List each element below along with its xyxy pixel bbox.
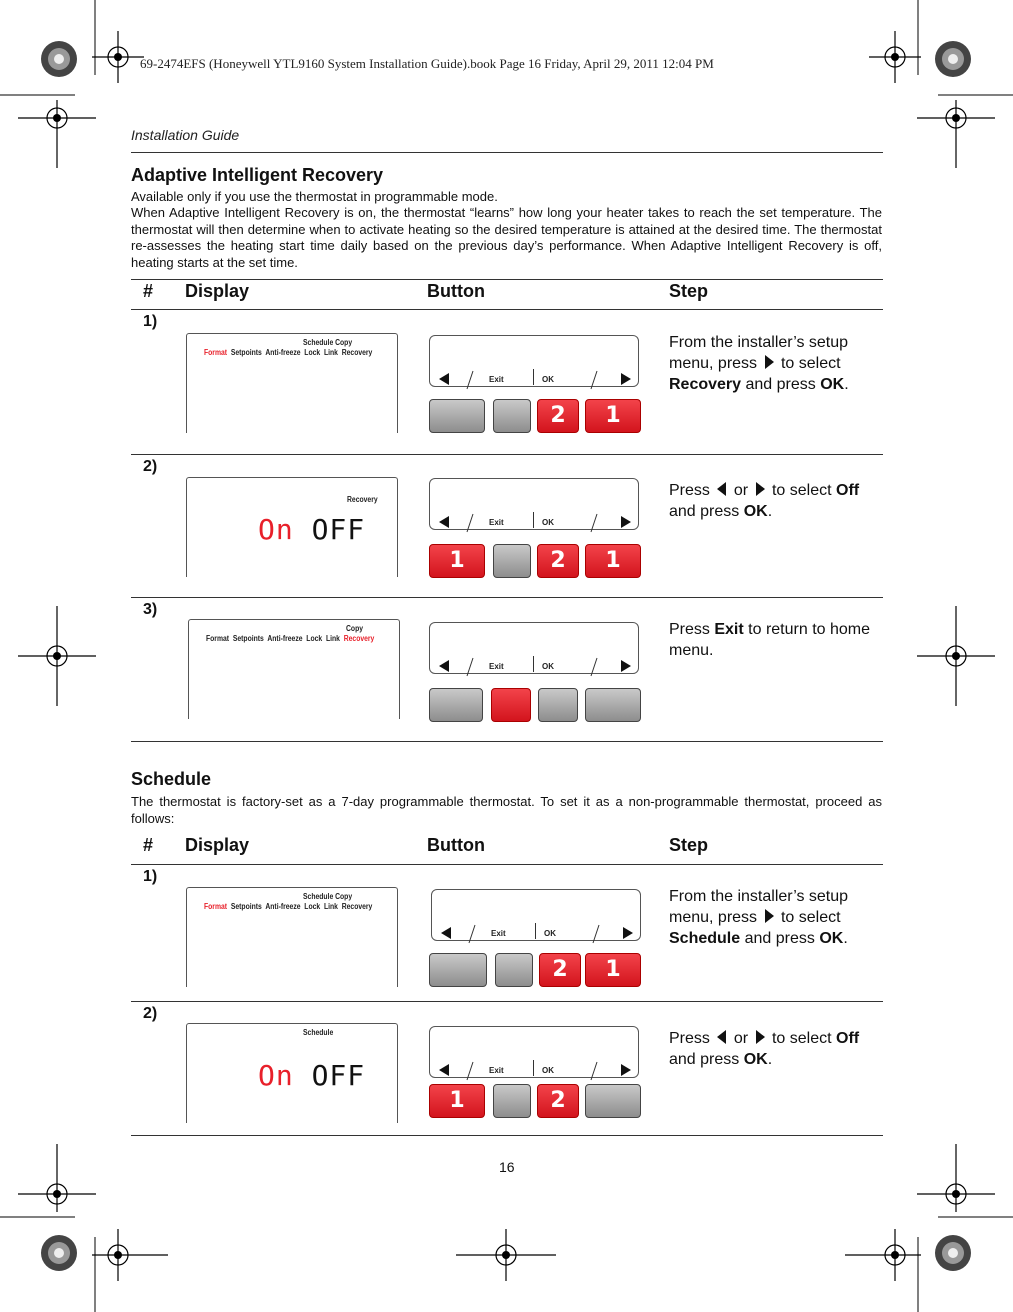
row-rule bbox=[131, 454, 883, 455]
exit-label: Exit bbox=[489, 662, 504, 671]
hw-button-3[interactable]: 2 bbox=[539, 953, 581, 987]
button-panel bbox=[427, 622, 643, 722]
col-step: Step bbox=[669, 281, 709, 301]
ok-label: OK bbox=[542, 662, 554, 671]
exit-label: Exit bbox=[489, 1066, 504, 1075]
row-rule bbox=[131, 1001, 883, 1002]
col-display: Display bbox=[185, 835, 250, 855]
step-text: Press or to select Off and press OK. bbox=[669, 1030, 860, 1068]
row-number: 2) bbox=[143, 458, 158, 475]
hw-button-2[interactable] bbox=[493, 1084, 531, 1118]
right-arrow-icon bbox=[765, 909, 774, 923]
table2-header-rule bbox=[131, 864, 883, 865]
recovery-intro-2: When Adaptive Intelligent Recovery is on, the thermostat “learns” how long your heater takes to reach the set temperature. The thermostat will then determine when to activate heating so the desired temperature is attained at the desired time. The thermostat re-assesses the heating start time daily based on the previous day’s performance. When Adaptive Intelligent Recovery is off, heating starts at the set time. bbox=[131, 205, 882, 270]
table1-header-rule bbox=[131, 309, 883, 310]
step-text: Press or to select Off and press OK. bbox=[669, 482, 860, 520]
hw-button-4[interactable] bbox=[585, 688, 641, 722]
lcd-top-menu: Copy bbox=[346, 624, 363, 633]
button-panel bbox=[427, 335, 643, 435]
section-title-recovery: Adaptive Intelligent Recovery bbox=[131, 165, 384, 185]
header-rule bbox=[131, 152, 883, 153]
button-panel bbox=[427, 478, 643, 578]
step-text: From the installer’s setup menu, press to select Schedule and press OK. bbox=[669, 888, 849, 947]
col-num: # bbox=[143, 281, 154, 301]
hw-button-1[interactable]: 1 bbox=[429, 544, 485, 578]
lcd-menu: Format Setpoints Anti-freeze Lock Link Recovery bbox=[204, 902, 373, 911]
lcd-on-off: On OFF bbox=[258, 513, 366, 546]
hw-button-1[interactable] bbox=[429, 953, 487, 987]
button-panel bbox=[429, 889, 645, 989]
col-step: Step bbox=[669, 835, 709, 855]
row-number: 1) bbox=[143, 868, 158, 885]
hw-button-3[interactable]: 2 bbox=[537, 399, 579, 433]
lcd-top-menu: Schedule bbox=[303, 1028, 334, 1037]
lcd-on-off: On OFF bbox=[258, 1059, 366, 1092]
book-header-line: 69-2474EFS (Honeywell YTL9160 System Installation Guide).book Page 16 Friday, April 29, 2011 12:04 PM bbox=[140, 56, 714, 71]
left-arrow-icon bbox=[717, 1030, 726, 1044]
exit-label: Exit bbox=[489, 375, 504, 384]
col-button: Button bbox=[427, 835, 485, 855]
exit-label: Exit bbox=[491, 929, 506, 938]
lcd-display bbox=[186, 333, 398, 433]
ok-label: OK bbox=[544, 929, 556, 938]
hw-button-4[interactable]: 1 bbox=[585, 544, 641, 578]
running-head: Installation Guide bbox=[131, 127, 240, 143]
hw-button-3[interactable]: 2 bbox=[537, 1084, 579, 1118]
row-number: 1) bbox=[143, 313, 158, 330]
right-arrow-icon bbox=[765, 355, 774, 369]
lcd-top-menu: Schedule Copy bbox=[303, 892, 353, 901]
page-number: 16 bbox=[499, 1159, 515, 1175]
hw-button-4[interactable] bbox=[585, 1084, 641, 1118]
lcd-menu: Format Setpoints Anti-freeze Lock Link Recovery bbox=[204, 348, 373, 357]
table1-top-rule bbox=[131, 279, 883, 280]
hw-button-3[interactable]: 2 bbox=[537, 544, 579, 578]
left-arrow-icon bbox=[717, 482, 726, 496]
lcd-menu: Format Setpoints Anti-freeze Lock Link Recovery bbox=[206, 634, 375, 643]
col-display: Display bbox=[185, 281, 250, 301]
step-text: From the installer’s setup menu, press to select Recovery and press OK. bbox=[669, 334, 849, 393]
hw-button-2[interactable] bbox=[491, 688, 531, 722]
recovery-intro-1: Available only if you use the thermostat in programmable mode. bbox=[131, 189, 498, 204]
hw-button-1[interactable]: 1 bbox=[429, 1084, 485, 1118]
ok-label: OK bbox=[542, 1066, 554, 1075]
lcd-display bbox=[186, 887, 398, 987]
lcd-top-menu: Schedule Copy bbox=[303, 338, 353, 347]
col-num: # bbox=[143, 835, 154, 855]
hw-button-4[interactable]: 1 bbox=[585, 399, 641, 433]
section-title-schedule: Schedule bbox=[131, 769, 212, 789]
button-panel bbox=[427, 1026, 643, 1126]
table2-bottom-rule bbox=[131, 1135, 883, 1136]
row-number: 3) bbox=[143, 601, 158, 618]
lcd-top-menu: Recovery bbox=[347, 495, 378, 504]
row-number: 2) bbox=[143, 1005, 158, 1022]
hw-button-2[interactable] bbox=[493, 399, 531, 433]
hw-button-4[interactable]: 1 bbox=[585, 953, 641, 987]
ok-label: OK bbox=[542, 518, 554, 527]
col-button: Button bbox=[427, 281, 485, 301]
exit-label: Exit bbox=[489, 518, 504, 527]
right-arrow-icon bbox=[756, 1030, 765, 1044]
hw-button-2[interactable] bbox=[495, 953, 533, 987]
lcd-display bbox=[186, 1023, 398, 1123]
row-rule bbox=[131, 597, 883, 598]
hw-button-1[interactable] bbox=[429, 688, 483, 722]
hw-button-1[interactable] bbox=[429, 399, 485, 433]
right-arrow-icon bbox=[756, 482, 765, 496]
lcd-display bbox=[188, 619, 400, 719]
schedule-intro: The thermostat is factory-set as a 7-day programmable thermostat. To set it as a non-programmable thermostat, proceed as follows: bbox=[131, 794, 882, 826]
step-text: Press Exit to return to home menu. bbox=[669, 621, 870, 659]
hw-button-3[interactable] bbox=[538, 688, 578, 722]
ok-label: OK bbox=[542, 375, 554, 384]
table1-bottom-rule bbox=[131, 741, 883, 742]
lcd-display bbox=[186, 477, 398, 577]
hw-button-2[interactable] bbox=[493, 544, 531, 578]
